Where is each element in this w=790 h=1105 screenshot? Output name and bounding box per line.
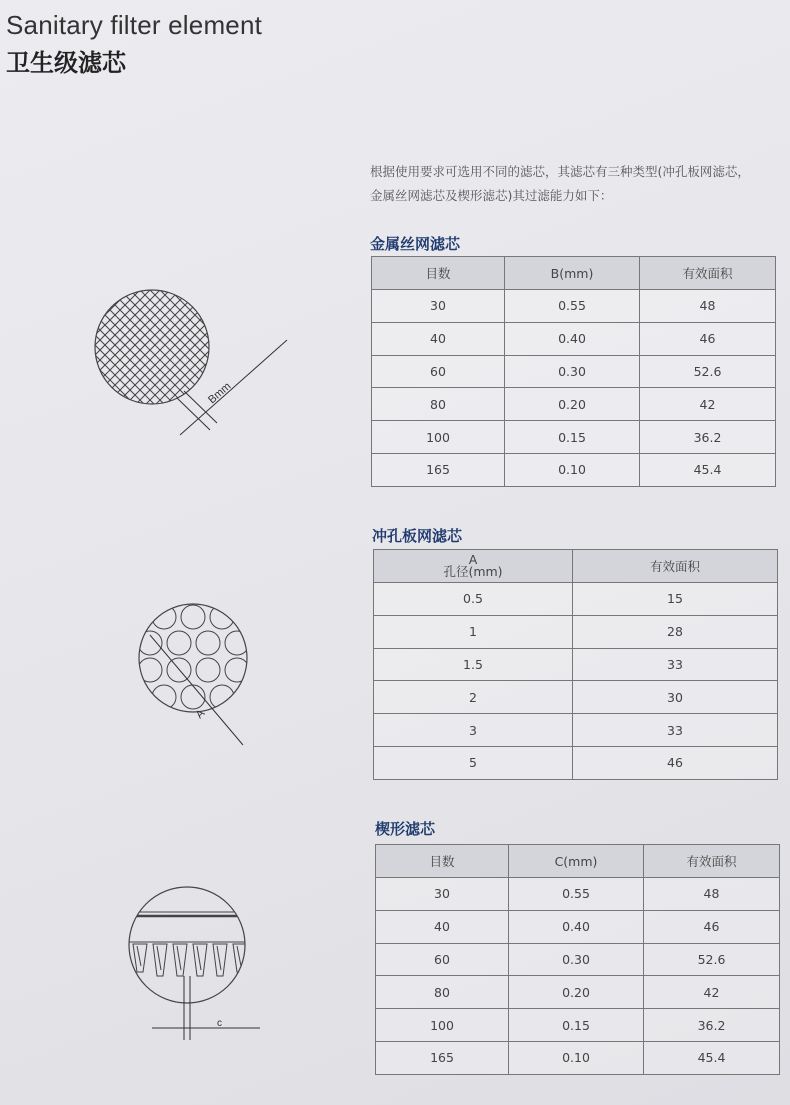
table-row xyxy=(372,421,776,454)
table-cell: 46 xyxy=(573,746,778,779)
table-cell: 30 xyxy=(573,681,778,714)
table-row xyxy=(376,1041,780,1074)
wedge-profiles xyxy=(125,912,255,976)
wedge-table xyxy=(375,844,780,1075)
table-row xyxy=(376,943,780,976)
wire-mesh-dim-label: Bmm xyxy=(206,380,234,407)
col-header-mesh: 目数 xyxy=(372,257,505,290)
table-row xyxy=(376,878,780,911)
table-cell: 42 xyxy=(644,976,780,1009)
wire-mesh-pattern xyxy=(80,280,300,420)
table-cell: 3 xyxy=(374,714,573,747)
table-cell: 45.4 xyxy=(644,1041,780,1074)
page-title-chinese: 卫生级滤芯 xyxy=(6,49,126,77)
table-row xyxy=(376,910,780,943)
table-cell: 30 xyxy=(372,290,505,323)
wire-mesh-diagram xyxy=(80,280,300,450)
table-cell: 0.10 xyxy=(505,453,640,486)
table-row xyxy=(374,648,778,681)
table-cell: 40 xyxy=(376,910,509,943)
col-header-area: 有效面积 xyxy=(644,845,780,878)
table-cell: 80 xyxy=(372,388,505,421)
table-row xyxy=(372,453,776,486)
table-cell: 28 xyxy=(573,615,778,648)
table-cell: 60 xyxy=(372,355,505,388)
table-row xyxy=(372,355,776,388)
table-cell: 0.15 xyxy=(509,1009,644,1042)
col-header-hole-diameter xyxy=(374,550,573,583)
table-cell: 60 xyxy=(376,943,509,976)
table-cell: 80 xyxy=(376,976,509,1009)
perforated-table xyxy=(373,549,778,780)
table-cell: 0.20 xyxy=(509,976,644,1009)
perforated-outline xyxy=(139,604,247,712)
table-cell: 15 xyxy=(573,583,778,616)
table-cell: 46 xyxy=(640,322,776,355)
table-cell: 2 xyxy=(374,681,573,714)
wire-mesh-outline xyxy=(95,290,209,404)
table-cell: 0.5 xyxy=(374,583,573,616)
table-cell: 33 xyxy=(573,648,778,681)
table-cell: 100 xyxy=(376,1009,509,1042)
header-marker-a: A xyxy=(468,552,478,567)
col-header-b: B(mm) xyxy=(505,257,640,290)
table-cell: 52.6 xyxy=(644,943,780,976)
intro-line-2: 金属丝网滤芯及楔形滤芯)其过滤能力如下： xyxy=(370,188,613,203)
table-row xyxy=(374,615,778,648)
table-cell: 33 xyxy=(573,714,778,747)
table-cell: 100 xyxy=(372,421,505,454)
extension-line-1 xyxy=(177,398,210,430)
table-cell: 165 xyxy=(372,453,505,486)
perforated-diagram xyxy=(130,595,260,755)
col-header-area: 有效面积 xyxy=(640,257,776,290)
table-cell: 48 xyxy=(644,878,780,911)
perforated-title: 冲孔板网滤芯 xyxy=(372,527,463,545)
intro-line-1: 根据使用要求可选用不同的滤芯，其滤芯有三种类型(冲孔板网滤芯， xyxy=(370,164,750,179)
table-cell: 30 xyxy=(376,878,509,911)
table-cell: 0.40 xyxy=(509,910,644,943)
table-row xyxy=(372,322,776,355)
perforated-dim-label: A xyxy=(193,707,208,722)
table-cell: 0.55 xyxy=(509,878,644,911)
table-row xyxy=(372,290,776,323)
wire-mesh-table xyxy=(371,256,776,487)
table-cell: 0.20 xyxy=(505,388,640,421)
table-row xyxy=(374,746,778,779)
col-header-area: 有效面积 xyxy=(573,550,778,583)
table-cell: 5 xyxy=(374,746,573,779)
table-cell: 0.30 xyxy=(509,943,644,976)
table-cell: 0.40 xyxy=(505,322,640,355)
wire-mesh-title: 金属丝网滤芯 xyxy=(370,235,461,253)
table-cell: 40 xyxy=(372,322,505,355)
table-cell: 36.2 xyxy=(640,421,776,454)
table-cell: 0.15 xyxy=(505,421,640,454)
table-cell: 45.4 xyxy=(640,453,776,486)
table-row xyxy=(372,388,776,421)
table-cell: 0.30 xyxy=(505,355,640,388)
table-row xyxy=(376,976,780,1009)
col-header-c: C(mm) xyxy=(509,845,644,878)
header-hole-diameter-label: 孔径(mm) xyxy=(443,564,503,579)
table-cell: 165 xyxy=(376,1041,509,1074)
table-cell: 0.10 xyxy=(509,1041,644,1074)
table-header-row xyxy=(374,550,778,583)
table-cell: 42 xyxy=(640,388,776,421)
table-row xyxy=(376,1009,780,1042)
page-title-english: Sanitary filter element xyxy=(6,10,263,40)
table-row xyxy=(374,681,778,714)
table-cell: 52.6 xyxy=(640,355,776,388)
table-cell: 1.5 xyxy=(374,648,573,681)
table-row xyxy=(374,583,778,616)
table-cell: 46 xyxy=(644,910,780,943)
table-header-row xyxy=(376,845,780,878)
table-cell: 48 xyxy=(640,290,776,323)
intro-paragraph xyxy=(370,160,780,208)
table-row xyxy=(374,714,778,747)
table-cell: 1 xyxy=(374,615,573,648)
wedge-title: 楔形滤芯 xyxy=(375,820,436,838)
table-header-row xyxy=(372,257,776,290)
table-cell: 0.55 xyxy=(505,290,640,323)
wedge-dim-label: c xyxy=(217,1018,222,1029)
table-cell: 36.2 xyxy=(644,1009,780,1042)
col-header-mesh: 目数 xyxy=(376,845,509,878)
wedge-wire-diagram xyxy=(125,880,275,1050)
